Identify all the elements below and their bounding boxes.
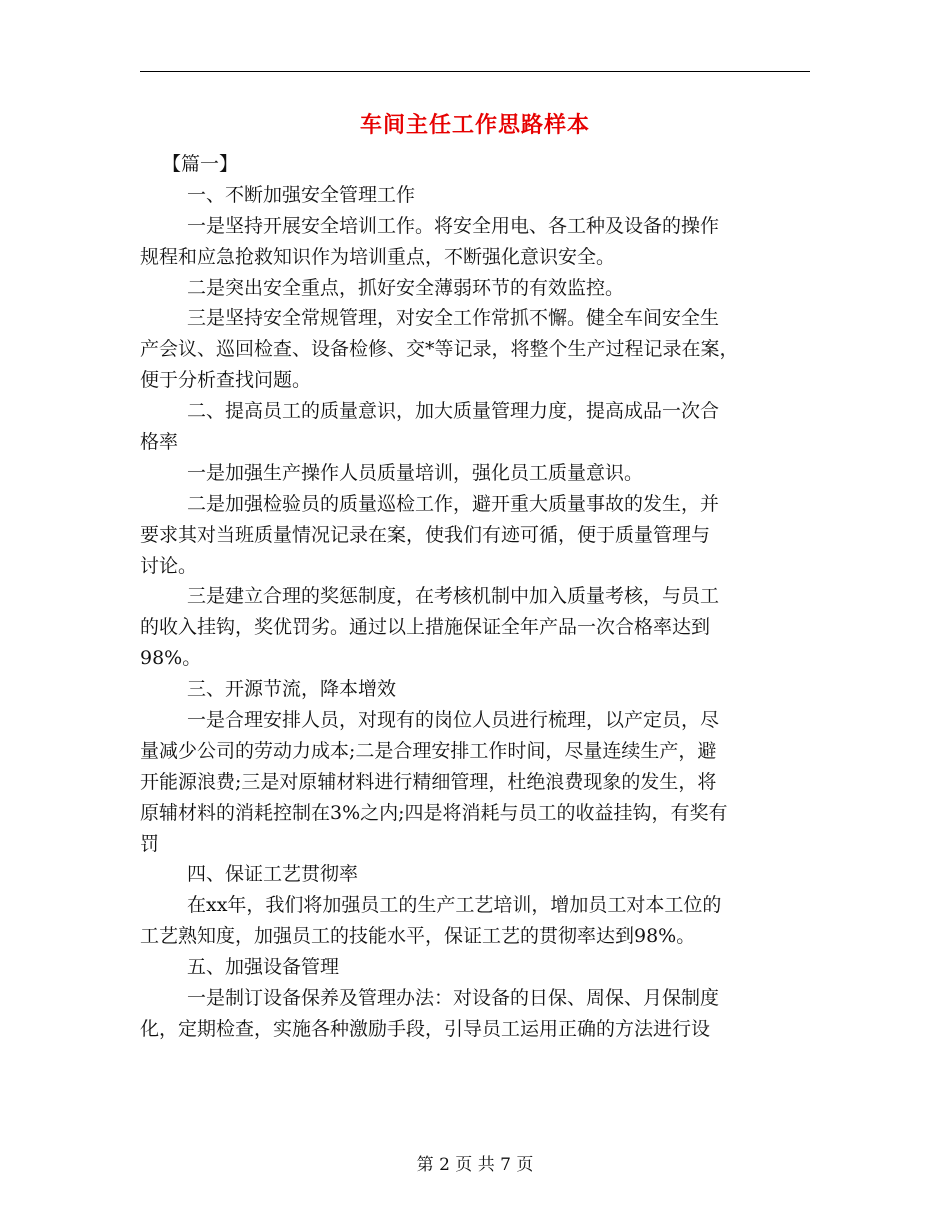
body-line: 工艺熟知度，加强员工的技能水平，保证工艺的贯彻率达到98%。 — [140, 925, 696, 948]
body-line: 开能源浪费;三是对原辅材料进行精细管理，杜绝浪费现象的发生，将 — [140, 770, 717, 793]
body-line: 要求其对当班质量情况记录在案，使我们有迹可循，便于质量管理与 — [140, 523, 711, 546]
body-line: 一是合理安排人员，对现有的岗位人员进行梳理，以产定员，尽 — [187, 709, 720, 732]
body-line: 三是建立合理的奖惩制度，在考核机制中加入质量考核，与员工 — [187, 585, 720, 608]
body-line: 二是加强检验员的质量巡检工作，避开重大质量事故的发生，并 — [187, 492, 720, 515]
body-line: 在xx年，我们将加强员工的生产工艺培训，增加员工对本工位的 — [187, 894, 722, 917]
body-line: 一是制订设备保养及管理办法：对设备的日保、周保、月保制度 — [187, 987, 720, 1010]
body-line: 四、保证工艺贯彻率 — [187, 863, 359, 886]
body-line: 一、不断加强安全管理工作 — [187, 183, 416, 206]
body-line: 罚 — [140, 832, 160, 855]
body-line: 便于分析查找问题。 — [140, 369, 312, 392]
body-line: 三是坚持安全常规管理，对安全工作常抓不懈。健全车间安全生 — [187, 307, 720, 330]
body-line: 三、开源节流，降本增效 — [187, 678, 397, 701]
body-line: 【篇一】 — [162, 153, 239, 175]
body-line: 五、加强设备管理 — [187, 956, 340, 979]
header-rule — [140, 71, 810, 72]
body-line: 二、提高员工的质量意识，加大质量管理力度，提高成品一次合 — [187, 400, 720, 423]
document-title: 车间主任工作思路样本 — [359, 112, 590, 138]
body-line: 格率 — [140, 431, 179, 454]
body-line: 讨论。 — [140, 554, 198, 577]
body-line: 的收入挂钩，奖优罚劣。通过以上措施保证全年产品一次合格率达到 — [140, 616, 711, 639]
body-line: 一是加强生产操作人员质量培训，强化员工质量意识。 — [187, 461, 644, 484]
body-line: 原辅材料的消耗控制在3%之内;四是将消耗与员工的收益挂钩，有奖有 — [140, 801, 728, 824]
body-line: 产会议、巡回检查、设备检修、交*等记录，将整个生产过程记录在案， — [140, 338, 739, 361]
body-line: 规程和应急抢救知识作为培训重点，不断强化意识安全。 — [140, 245, 616, 268]
page-number: 第 2 页 共 7 页 — [416, 1155, 534, 1175]
body-line: 化，定期检查，实施各种激励手段，引导员工运用正确的方法进行设 — [140, 1017, 711, 1040]
body-line: 量减少公司的劳动力成本;二是合理安排工作时间，尽量连续生产，避 — [140, 739, 717, 762]
body-line: 98%。 — [140, 647, 202, 670]
body-line: 二是突出安全重点，抓好安全薄弱环节的有效监控。 — [187, 276, 625, 299]
document-body — [140, 149, 812, 1045]
body-line: 一是坚持开展安全培训工作。将安全用电、各工种及设备的操作 — [187, 214, 720, 237]
